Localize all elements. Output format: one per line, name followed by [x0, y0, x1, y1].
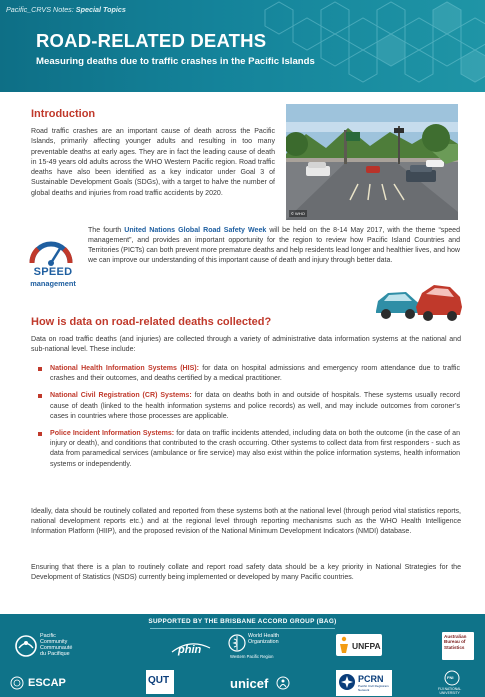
qut-logo-text: QUT — [148, 675, 170, 686]
speed-logo-subtitle: management — [30, 279, 76, 288]
who-logo-text: World Health Organization — [248, 633, 280, 646]
introduction-paragraph: Road traffic crashes are an important cause of death across the Pacific Islands, primarily affecting younger adults and resulting in too many preventable deaths at early ages. They are in fact the leading cause of death in 15-49 years old adults across the WHO Western Pacific region. Road traffic deaths have also been identified as a key indicator under Goal 3 of Sustainable Development Goals (SDGs), with a target to halve the number of global deaths and injuries from road traffic accidents by 2020. — [31, 128, 275, 197]
pcrn-logo-text: PCRN — [358, 674, 384, 684]
supported-by-label: SUPPORTED BY THE BRISBANE ACCORD GROUP (BAG) — [148, 618, 337, 625]
page-subtitle: Measuring deaths due to traffic crashes in the Pacific Islands — [36, 56, 315, 67]
who-region-text: Western Pacific Region — [230, 654, 274, 659]
spc-logo-text: Pacific Community Communauté du Pacifique — [40, 633, 73, 657]
supporters-footer — [0, 614, 485, 697]
road-safety-week-paragraph: The fourth United Nations Global Road Safety Week will be held on the 8-14 May 2017, with the theme “speed management”, and provides an important opportunity for the region to review how Pacific Island Countries and Territories (PICTs) can both prevent more premature deaths and help residents lead longer and healthier lives, and how we can improve our understanding of this important cause of death and injury through better data. — [88, 227, 460, 265]
speed-logo-word: SPEED — [33, 266, 73, 278]
fnu-logo-initials: FNI — [447, 675, 454, 680]
unfpa-figure-icon — [338, 636, 350, 654]
introduction-heading: Introduction — [31, 108, 96, 120]
bullet-icon — [38, 432, 42, 436]
car-crash-icon — [372, 277, 464, 322]
hexagon-pattern — [245, 0, 485, 92]
unicef-globe-icon — [276, 676, 290, 690]
bullet-icon — [38, 367, 42, 371]
footer-divider — [0, 628, 485, 630]
road-scene-image — [286, 104, 458, 220]
abs-logo-text: Australian Bureau of Statistics — [444, 634, 467, 650]
spc-logo-icon — [14, 634, 38, 658]
un-emblem-icon — [10, 676, 24, 690]
ideal-reporting-paragraph: Ideally, data should be routinely collated and reported from these systems both at the national level (through period vital statistics reports, national development reports etc.) and at the regional level through reporting mechanisms such as the WHO Health Intelligence Information Platform (HIIP), and the proposed revision of the National Minimum Development Indicators (NMDI) database. — [31, 508, 461, 536]
road-photo — [286, 104, 458, 220]
phin-logo-text: phin — [178, 644, 202, 656]
fnu-logo-text: FIJI NATIONAL UNIVERSITY — [438, 687, 462, 695]
collection-paragraph: Data on road traffic deaths (and injuries) are collected through a variety of administrative data information systems at the national and sub-national level. These include: — [31, 336, 461, 354]
who-logo-icon — [228, 634, 246, 652]
photo-credit: © WHO — [291, 211, 305, 216]
bullet-icon — [38, 394, 42, 398]
page-title: ROAD-RELATED DEATHS — [36, 30, 267, 51]
systems-list — [38, 364, 460, 477]
unfpa-logo-text: UNFPA — [352, 641, 381, 651]
unicef-logo-text: unicef — [230, 676, 269, 691]
collection-heading: How is data on road-related deaths collected? — [31, 316, 272, 328]
list-item: Police Incident Information Systems: for data on traffic incidents attended, including data on both the outcome (in the case of an injury or death), and conditions that contributed to the crash occurring. Other systems to collect data from first responders - such as data from paramedical services (ambulance or fire service) may also exist within the police information systems, health information systems or independently. — [38, 429, 460, 470]
road-safety-week-name: United Nations Global Road Safety Week — [124, 227, 267, 234]
escap-logo-text: ESCAP — [28, 677, 66, 689]
list-item: National Civil Registration (CR) Systems: for data on deaths both in and outside of hospitals. These systems usually record cause of death (linked to the health information systems and police records) as well, and may include outcomes from coroner’s cases in countries where those processes are applicable. — [38, 391, 460, 422]
pcrn-emblem-icon — [338, 673, 356, 691]
header-banner — [0, 0, 485, 92]
series-label: Pacific_CRVS Notes: Special Topics — [6, 5, 126, 14]
priority-paragraph: Ensuring that there is a plan to routinely collate and report road safety data should be a key priority in National Strategies for the Development of Statistics (NSDS) currently being implemented or developed by many Pacific countries. — [31, 564, 461, 582]
pcrn-logo-subtitle: Pacific Civil Registrars Network — [358, 684, 389, 692]
list-item: National Health Information Systems (HIS): for data on hospital admissions and emergency room attendance due to traffic crashes and their outcomes, and deaths certified by a medical practitioner. — [38, 364, 460, 384]
